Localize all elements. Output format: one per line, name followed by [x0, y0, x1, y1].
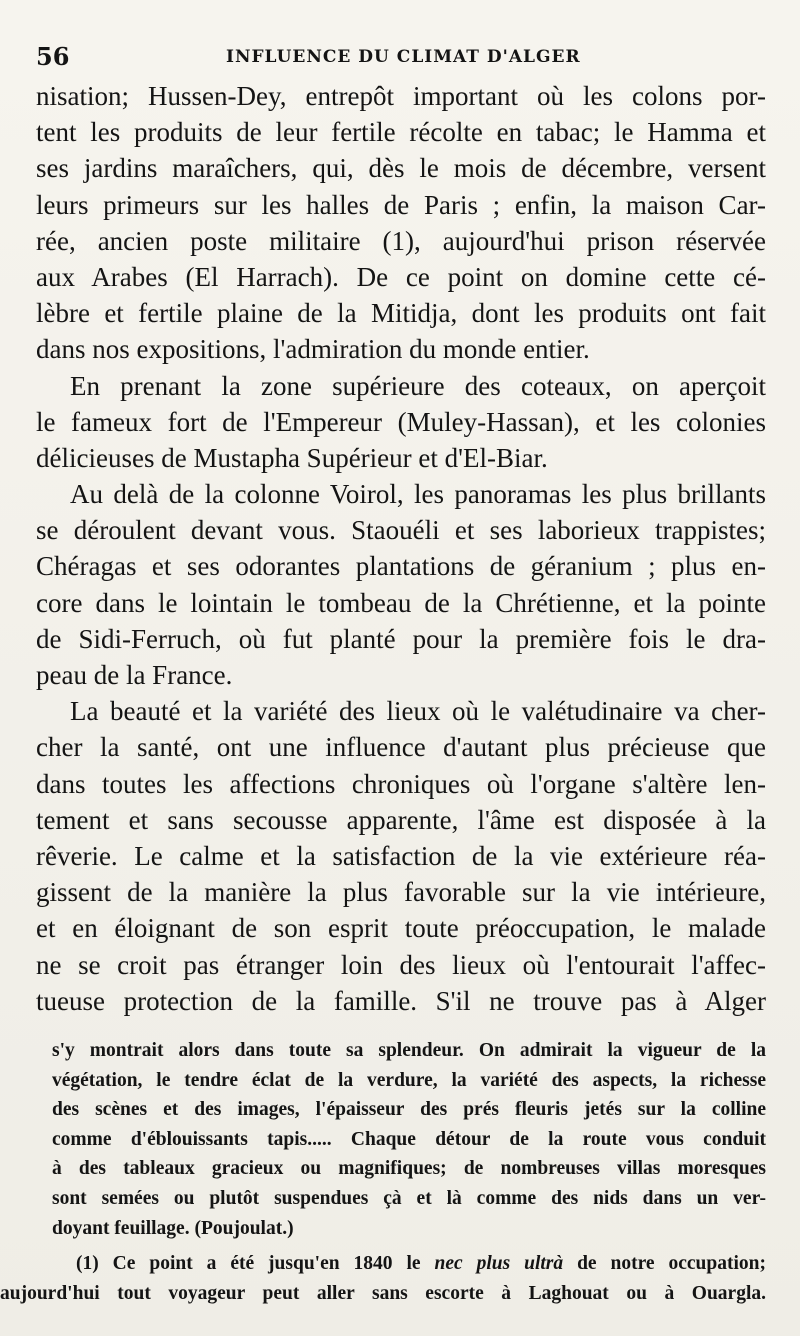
text-line: gissent de la manière la plus favorable sur la vie intérieure, — [36, 877, 766, 908]
running-title: INFLUENCE DU CLIMAT D'ALGER — [226, 47, 581, 67]
footnote-line: aujourd'hui tout voyageur peut aller sans escorte à Laghouat ou à Ouargla. — [0, 1282, 766, 1304]
note-line: doyant feuillage. (Poujoulat.) — [52, 1217, 294, 1239]
text-line: rêverie. Le calme et la satisfaction de la vie extérieure réa- — [36, 840, 766, 871]
text-line: En prenant la zone supérieure des coteaux, on aperçoit — [70, 370, 766, 401]
text-line: tement et sans secousse apparente, l'âme est disposée à la — [36, 804, 766, 835]
text-line: délicieuses de Mustapha Supérieur et d'El-Biar. — [36, 442, 548, 473]
text-line: Au delà de la colonne Voirol, les panoramas les plus brillants — [70, 479, 766, 510]
page-number: 56 — [36, 42, 70, 71]
text-line: lèbre et fertile plaine de la Mitidja, dont les produits ont fait — [36, 298, 766, 329]
footnote-text: (1) Ce point a été jusqu'en 1840 le — [76, 1253, 435, 1275]
note-line: à des tableaux gracieux ou magnifiques; de nombreuses villas moresques — [52, 1158, 766, 1180]
text-line: de Sidi-Ferruch, où fut planté pour la première fois le dra- — [36, 623, 766, 654]
text-line: peau de la France. — [36, 660, 233, 690]
notes-block — [0, 1036, 766, 1308]
footnote-text: de notre occupation; — [563, 1253, 766, 1275]
text-line: tent les produits de leur fertile récolte en tabac; le Hamma et — [36, 117, 766, 148]
text-line: dans nos expositions, l'admiration du monde entier. — [36, 334, 590, 365]
text-line: Chéragas et ses odorantes plantations de géranium ; plus en- — [36, 551, 766, 582]
note-line: végétation, le tendre éclat de la verdure, la variété des aspects, la richesse — [52, 1069, 766, 1091]
text-line: core dans le lointain le tombeau de la Chrétienne, et la pointe — [36, 587, 766, 618]
text-line: nisation; Hussen-Dey, entrepôt important où les colons por- — [36, 81, 766, 111]
text-line: se déroulent devant vous. Staouéli et ses laborieux trappistes; — [36, 515, 766, 546]
text-line: rée, ancien poste militaire (1), aujourd'hui prison réservée — [36, 225, 766, 256]
text-line: ses jardins maraîchers, qui, dès le mois de décembre, versent — [36, 153, 766, 184]
text-line: aux Arabes (El Harrach). De ce point on domine cette cé- — [36, 261, 766, 292]
note-line: s'y montrait alors dans toute sa splendeur. On admirait la vigueur de la — [52, 1040, 766, 1061]
text-line: ne se croit pas étranger loin des lieux où l'entourait l'affec- — [36, 949, 766, 980]
text-line: et en éloignant de son esprit toute préoccupation, le malade — [36, 913, 766, 944]
footnote-italic: nec plus ultrà — [434, 1253, 564, 1275]
text-line: dans toutes les affections chroniques où l'organe s'altère len- — [36, 768, 766, 799]
text-line: le fameux fort de l'Empereur (Muley-Hassan), et les colonies — [36, 406, 766, 437]
main-text — [36, 78, 766, 1019]
note-line: sont semées ou plutôt suspendues çà et là comme des nids dans un ver- — [52, 1187, 766, 1209]
note-line: comme d'éblouissants tapis..... Chaque détour de la route vous conduit — [52, 1128, 766, 1150]
text-line: La beauté et la variété des lieux où le valétudinaire va cher- — [70, 696, 766, 727]
page-header — [36, 42, 764, 72]
footnote-line — [76, 1249, 766, 1279]
text-line: tueuse protection de la famille. S'il ne trouve pas à Alger — [36, 985, 766, 1016]
note-line: des scènes et des images, l'épaisseur des prés fleuris jetés sur la colline — [52, 1099, 766, 1121]
text-line: leurs primeurs sur les halles de Paris ; enfin, la maison Car- — [36, 189, 766, 220]
text-line: cher la santé, ont une influence d'autant plus précieuse que — [36, 732, 766, 763]
